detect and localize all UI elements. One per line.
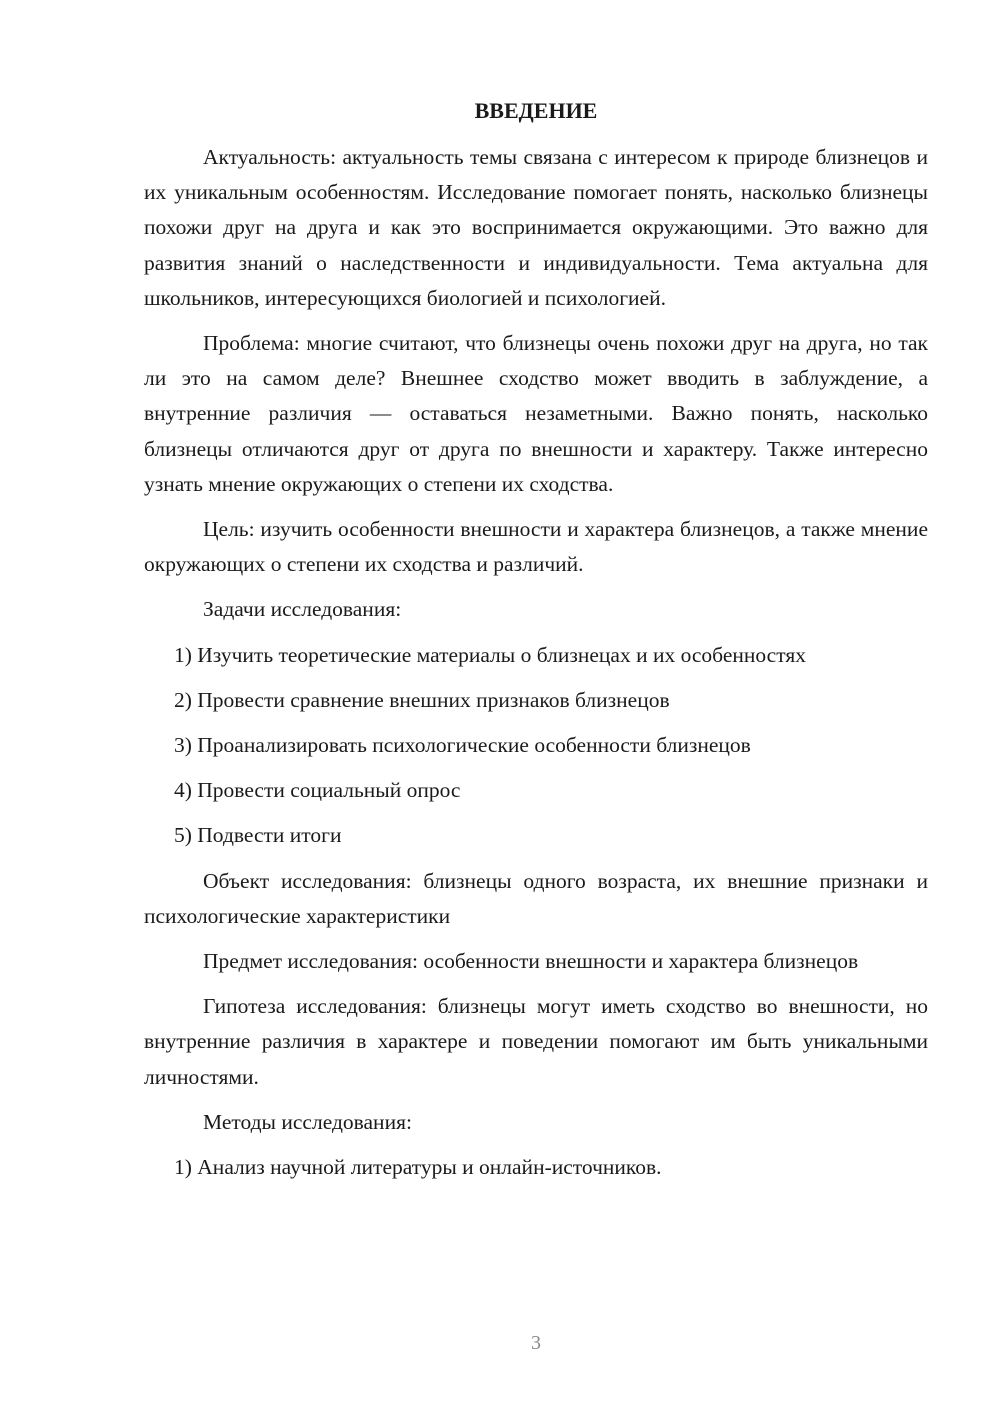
page-number: 3 — [531, 1332, 541, 1354]
tasks-heading: Задачи исследования: — [203, 597, 402, 622]
subject-paragraph: Предмет исследования: особенности внешности и характера близнецов — [203, 949, 859, 974]
page-body — [144, 96, 928, 1195]
problem-paragraph: Проблема: многие считают, что близнецы очень похожи друг на друга, но так ли это на самом деле? Внешнее сходство может вводить в заблуждение, а внутренние различия — оставаться незаметными. Важно понять, насколько близнецы отличаются друг от друга по внешности и характеру. Также интересно узнать мнение окружающих о степени их сходства. — [144, 331, 928, 496]
task-item: 1) Изучить теоретические материалы о близнецах и их особенностях — [174, 642, 806, 667]
task-item: 2) Провести сравнение внешних признаков близнецов — [174, 687, 670, 712]
methods-heading: Методы исследования: — [203, 1109, 412, 1134]
object-paragraph: Объект исследования: близнецы одного возраста, их внешние признаки и психологические характеристики — [144, 868, 928, 928]
goal-paragraph: Цель: изучить особенности внешности и характера близнецов, а также мнение окружающих о степени их сходства и различий. — [144, 517, 928, 577]
relevance-paragraph: Актуальность: актуальность темы связана с интересом к природе близнецов и их уникальным особенностям. Исследование помогает понять, насколько близнецы похожи друг на друга и как это воспринимается окружающими. Это важно для развития знаний о наследственности и индивидуальности. Тема актуальна для школьников, интересующихся биологией и психологией. — [144, 145, 928, 310]
method-item: 1) Анализ научной литературы и онлайн-источников. — [174, 1155, 662, 1180]
hypothesis-paragraph: Гипотеза исследования: близнецы могут иметь сходство во внешности, но внутренние различия в характере и поведении помогают им быть уникальными личностями. — [144, 994, 928, 1089]
page-title: ВВЕДЕНИЕ — [474, 98, 598, 123]
task-item: 3) Проанализировать психологические особенности близнецов — [174, 733, 751, 758]
task-item: 5) Подвести итоги — [174, 823, 342, 848]
task-item: 4) Провести социальный опрос — [174, 778, 461, 803]
